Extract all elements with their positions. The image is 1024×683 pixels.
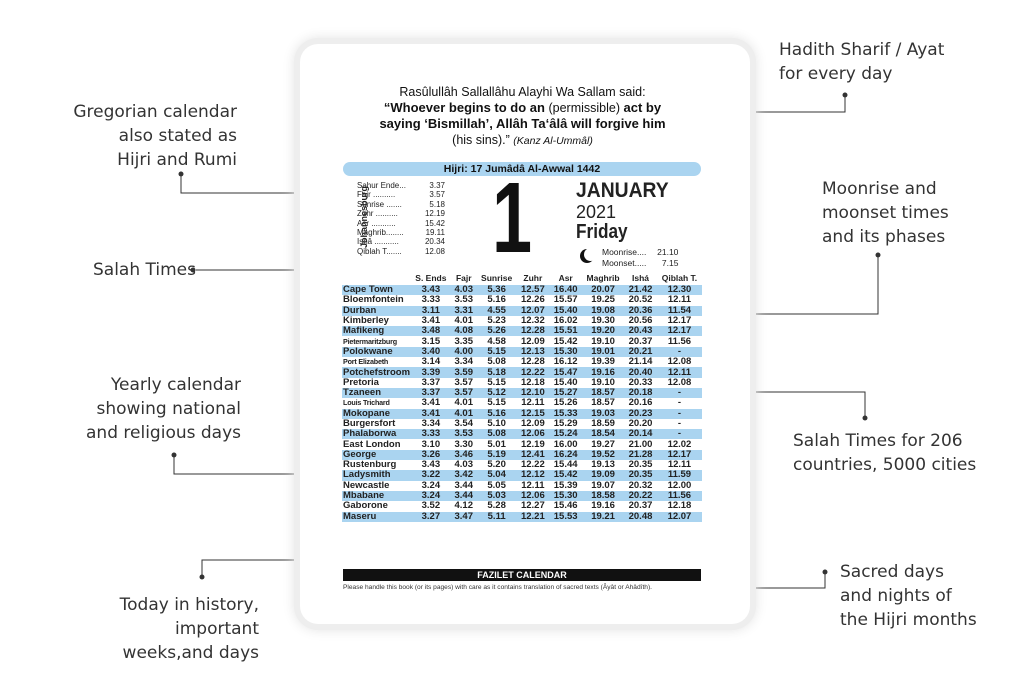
time-cell: 18.57 (591, 397, 615, 409)
time-cell: 4.01 (451, 409, 477, 419)
day-number: 1 (492, 162, 533, 274)
quote-intro: Rasûlullâh Sallallâhu Alayhi Wa Sallam said: (399, 85, 646, 99)
city-name: Rustenburg (343, 459, 397, 471)
time-cell: 3.33 (421, 294, 441, 306)
time-cell: 12.11 (521, 397, 545, 409)
time-cell: 5.15 (477, 347, 517, 357)
time-cell: 4.01 (454, 315, 473, 327)
prayer-value: 3.37 (429, 181, 445, 190)
city-name: Mbabane (342, 491, 411, 501)
time-cell: 3.34 (454, 356, 473, 368)
time-cell: 15.42 (549, 470, 582, 480)
city-name: Ladysmith (342, 470, 411, 480)
time-cell: 19.30 (591, 315, 615, 327)
time-cell: 20.18 (624, 388, 657, 398)
time-cell: 12.15 (516, 409, 549, 419)
time-cell: 5.11 (477, 512, 517, 522)
annotation-sacred: Sacred days and nights of the Hijri months (840, 562, 977, 630)
time-cell: 5.08 (477, 429, 517, 439)
time-cell: 19.08 (582, 306, 624, 316)
time-cell: 12.00 (667, 479, 692, 491)
time-cell: 3.24 (411, 491, 451, 501)
city-name: Mafikeng (342, 326, 411, 336)
time-cell: 19.03 (582, 409, 624, 419)
time-cell: 3.52 (421, 500, 441, 512)
time-cell: 15.40 (549, 306, 582, 316)
city-label: Johannesburg (359, 186, 369, 249)
salah-times-table (342, 270, 702, 522)
prayer-value: 12.08 (424, 246, 445, 256)
time-cell: 5.20 (487, 459, 506, 471)
annotation-hadith: Hadith Sharif / Ayat for every day (779, 40, 945, 84)
city-name: Port Elizabeth (343, 357, 389, 367)
moon-phase-icon (580, 249, 594, 263)
time-cell: 16.12 (553, 356, 578, 368)
column-header (342, 270, 411, 285)
time-cell: 19.13 (591, 459, 615, 471)
time-cell: 11.59 (657, 470, 702, 480)
time-cell: 16.40 (549, 285, 582, 295)
time-cell: 3.53 (451, 429, 477, 439)
dot-salah206 (863, 416, 868, 421)
time-cell: 20.37 (628, 500, 653, 512)
footnote: Please handle this book (or its pages) with care as it contains translation of sacred texts (Âyât or Ahâdîth). (343, 584, 652, 591)
time-cell: 18.59 (591, 418, 615, 429)
city-name: Potchefstroom (343, 366, 411, 378)
city-name: Durban (342, 306, 411, 316)
time-cell: 19.27 (591, 438, 615, 450)
time-cell: 12.22 (516, 367, 549, 377)
prayer-label: Asr ........... (357, 218, 396, 228)
quote-line-2: saying ‘Bismillah’, Allâh Ta‘âlâ will forgive him (379, 116, 666, 131)
dot-hadith (843, 93, 848, 98)
time-cell: 12.17 (657, 450, 702, 460)
time-cell: 20.37 (628, 335, 653, 347)
column-header: S. Ends (415, 272, 447, 283)
time-cell: 11.56 (667, 335, 692, 347)
time-cell: 3.46 (451, 450, 477, 460)
time-cell: 3.30 (454, 438, 473, 450)
city-name: East London (343, 438, 401, 450)
time-cell: 5.15 (487, 376, 506, 388)
time-cell: 19.01 (582, 347, 624, 357)
annotation-yearly: Yearly calendar showing national and religious days (86, 375, 241, 443)
time-cell: 3.44 (451, 491, 477, 501)
dot-yearly (172, 453, 177, 458)
month-name: JANUARY (576, 179, 669, 202)
time-cell: 12.13 (516, 347, 549, 357)
time-cell: 20.48 (624, 512, 657, 522)
time-cell: 18.54 (582, 429, 624, 439)
time-cell: 15.51 (549, 326, 582, 336)
time-cell: 3.15 (421, 335, 441, 347)
time-cell: 3.10 (421, 438, 441, 450)
time-cell: 12.11 (521, 479, 545, 491)
time-cell: 20.23 (624, 409, 657, 419)
time-cell: 3.40 (411, 347, 451, 357)
dot-gregorian (179, 172, 184, 177)
quote-line-1: “Whoever begins to do an (permissible) act by (383, 100, 662, 115)
time-cell: 15.40 (553, 376, 578, 388)
time-cell: 18.58 (582, 491, 624, 501)
time-cell: 3.47 (451, 512, 477, 522)
time-cell: 12.21 (516, 512, 549, 522)
time-cell: 19.10 (591, 376, 615, 388)
time-cell: 15.30 (549, 491, 582, 501)
time-cell: 20.33 (628, 376, 653, 388)
time-cell: 12.18 (520, 376, 545, 388)
time-cell: 3.14 (421, 356, 441, 368)
time-cell: - (657, 429, 702, 439)
moon-times (602, 247, 678, 268)
time-cell: 12.18 (667, 500, 692, 512)
time-cell: 15.57 (553, 294, 578, 306)
hadith-quote (340, 84, 705, 149)
time-cell: 15.29 (553, 418, 578, 429)
time-cell: 3.39 (411, 367, 451, 377)
time-cell: 19.39 (591, 356, 615, 368)
table-row (342, 357, 702, 367)
city-name: Gaborone (343, 500, 388, 512)
time-cell: - (677, 418, 682, 429)
time-cell: 19.16 (591, 500, 615, 512)
time-cell: 3.24 (421, 479, 441, 491)
time-cell: 3.42 (451, 470, 477, 480)
time-cell: 5.12 (477, 388, 517, 398)
prayer-value: 3.57 (429, 190, 445, 200)
time-cell: 12.28 (516, 326, 549, 336)
city-name: Pietermaritzburg (343, 336, 397, 346)
prayer-time-row (357, 209, 445, 218)
time-cell: - (657, 347, 702, 357)
annotation-salah-206: Salah Times for 206 countries, 5000 cities (793, 431, 977, 475)
time-cell: 15.53 (549, 512, 582, 522)
time-cell: 3.11 (411, 306, 451, 316)
city-name: Kimberley (343, 315, 389, 327)
time-cell: 12.02 (667, 438, 692, 450)
time-cell: 15.27 (549, 388, 582, 398)
time-cell: 12.57 (516, 285, 549, 295)
time-cell: 4.12 (454, 500, 473, 512)
time-cell: 12.17 (667, 315, 692, 327)
prayer-time-row (357, 247, 445, 256)
prayer-label: Ishâ ........... (357, 237, 399, 247)
prayer-time-row (357, 237, 445, 246)
prayer-value: 5.18 (429, 199, 445, 209)
time-cell: 5.04 (477, 470, 517, 480)
time-cell: 20.22 (624, 491, 657, 501)
prayer-label: Fajr .......... (357, 190, 396, 200)
table-row (342, 501, 702, 511)
city-name: Pretoria (343, 376, 379, 388)
time-cell: 5.26 (477, 326, 517, 336)
moonset-row: Moonset..... 7.15 (602, 257, 679, 268)
city-name: Tzaneen (342, 388, 411, 398)
prayer-time-row (357, 228, 445, 237)
time-cell: 12.07 (657, 512, 702, 522)
time-cell: 3.41 (421, 315, 441, 327)
dot-sacred (823, 570, 828, 575)
time-cell: 20.35 (624, 470, 657, 480)
time-cell: 12.06 (516, 429, 549, 439)
dot-moon (876, 253, 881, 258)
time-cell: 20.07 (582, 285, 624, 295)
annotation-moon: Moonrise and moonset times and its phases (822, 179, 949, 247)
time-cell: 4.00 (451, 347, 477, 357)
time-cell: 15.42 (553, 335, 578, 347)
time-cell: 12.27 (520, 500, 545, 512)
time-cell: 5.18 (477, 367, 517, 377)
city-name: Maseru (342, 512, 411, 522)
time-cell: 3.22 (411, 470, 451, 480)
time-cell: 4.08 (451, 326, 477, 336)
time-cell: 15.44 (553, 459, 578, 471)
time-cell: 3.41 (411, 409, 451, 419)
time-cell: 3.35 (454, 335, 473, 347)
time-cell: 12.32 (520, 315, 545, 327)
time-cell: 3.27 (411, 512, 451, 522)
time-cell: 15.33 (549, 409, 582, 419)
table-row (342, 512, 702, 522)
city-name: Louis Trichard (343, 398, 390, 408)
time-cell: 3.54 (454, 418, 473, 429)
prayer-time-row (357, 219, 445, 228)
year: 2021 (576, 202, 617, 222)
time-cell: 12.19 (520, 438, 545, 450)
time-cell: 19.10 (591, 335, 615, 347)
time-cell: 3.53 (454, 294, 473, 306)
time-cell: 15.30 (549, 347, 582, 357)
time-cell: 5.08 (487, 356, 506, 368)
time-cell: 5.23 (487, 315, 506, 327)
time-cell: 20.21 (624, 347, 657, 357)
time-cell: 12.10 (516, 388, 549, 398)
time-cell: 19.52 (582, 450, 624, 460)
time-cell: 19.20 (582, 326, 624, 336)
time-cell: 3.26 (411, 450, 451, 460)
city-name: Phalaborwa (342, 429, 411, 439)
time-cell: 21.28 (624, 450, 657, 460)
time-cell: 5.03 (477, 491, 517, 501)
time-cell: 11.54 (657, 306, 702, 316)
prayer-label: Sahur Ende... (357, 181, 406, 190)
time-cell: 20.35 (628, 459, 653, 471)
time-cell: 20.43 (624, 326, 657, 336)
time-cell: 15.46 (553, 500, 578, 512)
time-cell: 5.36 (477, 285, 517, 295)
prayer-label: Zuhr .......... (357, 209, 398, 219)
time-cell: 4.01 (454, 397, 473, 409)
time-cell: 3.37 (411, 388, 451, 398)
time-cell: 15.39 (553, 479, 578, 491)
time-cell: 4.58 (487, 335, 506, 347)
time-cell: 12.09 (520, 418, 545, 429)
time-cell: 20.52 (628, 294, 653, 306)
annotation-history: Today in history, important weeks,and days (119, 595, 259, 663)
prayer-times-list (357, 181, 445, 256)
prayer-value: 20.34 (424, 237, 445, 247)
time-cell: 15.26 (553, 397, 578, 409)
time-cell: 5.28 (487, 500, 506, 512)
time-cell: 19.09 (582, 470, 624, 480)
time-cell: 20.20 (628, 418, 653, 429)
weekday: Friday (576, 221, 628, 243)
prayer-label: Sunrise ....... (357, 199, 402, 209)
time-cell: 16.24 (549, 450, 582, 460)
time-cell: 12.08 (667, 356, 692, 368)
time-cell: 20.36 (624, 306, 657, 316)
prayer-time-row (357, 181, 445, 190)
time-cell: - (657, 409, 702, 419)
dot-history (200, 575, 205, 580)
city-name: Polokwane (342, 347, 411, 357)
time-cell: 12.28 (520, 356, 545, 368)
prayer-label: Maghrib........ (357, 228, 404, 238)
time-cell: 5.16 (477, 409, 517, 419)
time-cell: 12.11 (667, 459, 692, 471)
city-name: Cape Town (342, 285, 411, 295)
time-cell: 3.34 (421, 418, 441, 429)
column-header: Sunrise (481, 272, 513, 283)
time-cell: 5.05 (487, 479, 506, 491)
annotation-gregorian: Gregorian calendar also stated as Hijri and Rumi (73, 102, 237, 170)
table-row (342, 429, 702, 439)
time-cell: 18.57 (582, 388, 624, 398)
time-cell: 3.57 (451, 388, 477, 398)
time-cell: 16.00 (553, 438, 578, 450)
time-cell: 12.17 (657, 326, 702, 336)
city-name: Mokopane (342, 409, 411, 419)
time-cell: 19.25 (591, 294, 615, 306)
time-cell: 3.43 (421, 459, 441, 471)
time-cell: 3.57 (454, 376, 473, 388)
time-cell: 15.47 (549, 367, 582, 377)
city-name: Bloemfontein (343, 294, 404, 306)
column-header: Maghrib (586, 272, 620, 283)
footer-bar: FAZILET CALENDAR (343, 569, 701, 581)
prayer-label: Qiblah T....... (357, 246, 402, 256)
time-cell: - (657, 388, 702, 398)
time-cell: 15.24 (549, 429, 582, 439)
time-cell: 3.48 (411, 326, 451, 336)
annotation-salah-times: Salah Times (93, 260, 196, 280)
time-cell: - (677, 397, 682, 409)
prayer-time-row (357, 190, 445, 199)
time-cell: 12.11 (657, 367, 702, 377)
time-cell: 19.21 (582, 512, 624, 522)
time-cell: 3.59 (451, 367, 477, 377)
quote-source: (Kanz Al-Ummâl) (513, 135, 593, 147)
prayer-value: 19.11 (425, 228, 445, 238)
prayer-time-row (357, 200, 445, 209)
time-cell: 12.41 (516, 450, 549, 460)
table-row (342, 326, 702, 336)
time-cell: 12.08 (667, 376, 692, 388)
city-name: Newcastle (343, 479, 390, 491)
time-cell: 20.40 (624, 367, 657, 377)
column-header: Ishá (632, 272, 650, 283)
time-cell: 12.22 (520, 459, 545, 471)
time-cell: 5.19 (477, 450, 517, 460)
city-name: George (342, 450, 411, 460)
time-cell: 19.07 (591, 479, 615, 491)
time-cell: 12.11 (667, 294, 692, 306)
time-cell: 3.33 (411, 429, 451, 439)
time-cell: 12.30 (657, 285, 702, 295)
time-cell: 12.26 (520, 294, 545, 306)
column-header: Zuhr (523, 272, 543, 283)
column-header: Fajr (455, 272, 472, 283)
time-cell: 3.41 (421, 397, 441, 409)
city-name: Burgersfort (343, 418, 396, 429)
time-cell: 21.00 (628, 438, 653, 450)
time-cell: 3.44 (454, 479, 473, 491)
time-cell: 12.09 (520, 335, 545, 347)
time-cell: 5.16 (487, 294, 506, 306)
table-header (342, 270, 702, 285)
prayer-value: 15.42 (424, 218, 445, 228)
quote-line-3: (his sins).” (Kanz Al-Ummâl) (452, 133, 593, 147)
column-header: Asr (558, 272, 573, 283)
time-cell: 20.32 (628, 479, 653, 491)
time-cell: 19.16 (582, 367, 624, 377)
time-cell: 11.56 (657, 491, 702, 501)
time-cell: 20.16 (628, 397, 653, 409)
time-cell: 21.14 (628, 356, 653, 368)
time-cell: 20.14 (624, 429, 657, 439)
time-cell: 3.43 (411, 285, 451, 295)
time-cell: 16.02 (553, 315, 578, 327)
prayer-value: 12.19 (424, 209, 445, 219)
time-cell: 3.37 (421, 376, 441, 388)
time-cell: 5.01 (487, 438, 506, 450)
hijri-date-bar: Hijri: 17 Jumâdâ Al-Awwal 1442 (343, 162, 701, 176)
time-cell: 12.07 (516, 306, 549, 316)
time-cell: 21.42 (624, 285, 657, 295)
time-cell: 12.12 (516, 470, 549, 480)
time-cell: 4.03 (451, 285, 477, 295)
time-cell: 4.03 (454, 459, 473, 471)
time-cell: 5.15 (487, 397, 506, 409)
time-cell: 3.31 (451, 306, 477, 316)
moonrise-row: Moonrise.... 21.10 (602, 247, 679, 257)
time-cell: 20.56 (628, 315, 653, 327)
time-cell: 5.10 (487, 418, 506, 429)
time-cell: 4.55 (477, 306, 517, 316)
time-cell: 12.06 (516, 491, 549, 501)
column-header: Qiblah T. (661, 272, 698, 283)
